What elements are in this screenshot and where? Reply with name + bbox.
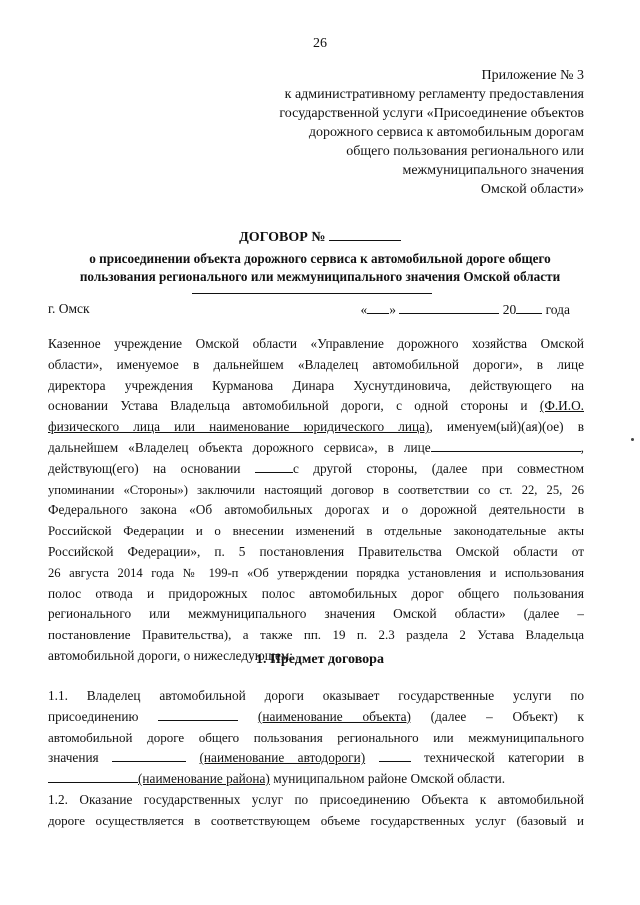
section1-paragraph-2: [48, 790, 584, 832]
contract-subtitle: [40, 250, 600, 286]
date-quote-close: »: [389, 302, 396, 317]
contract-title-text: ДОГОВОР №: [239, 230, 326, 245]
intro-line: дальнейшем «Владелец объекта дорожного сервиса», в лице ,: [48, 439, 584, 455]
clause-text: технической категории в: [423, 750, 584, 766]
intro-line: упоминании «Стороны») заключили настоящий договор в соответствии со ст. 22, 25, 26: [48, 482, 584, 497]
clause-text: присоединению: [48, 708, 139, 724]
subtitle-line: о присоединении объекта дорожного сервиса к автомобильной дороге общего: [89, 251, 551, 266]
clause-text: (далее – Объект) к: [430, 708, 584, 724]
appendix-line: государственной услуги «Присоединение объектов: [279, 106, 584, 121]
fio-open: (Ф.И.О.: [539, 398, 584, 414]
intro-line: автомобильной дороги, о нижеследующем:: [48, 647, 293, 663]
intro-line: постановление Правительства), а также пп. 19 п. 2.3 раздела 2 Устава Владельца: [48, 627, 584, 643]
road-blank: [112, 750, 186, 762]
year-blank: [516, 301, 542, 314]
intro-line: [48, 396, 584, 417]
contract-title: [0, 228, 640, 246]
clause-line: автомобильной дороге общего пользования регионального или межмуниципального: [48, 729, 584, 745]
intro-line: регионального или межмуниципального значения Омской области» (далее –: [48, 606, 584, 622]
year-prefix: 20: [502, 302, 517, 317]
page-number: 26: [313, 36, 327, 51]
intro-line: Федерального закона «Об автомобильных дорогах и о дорожной деятельности в: [48, 502, 584, 518]
intro-paragraph: [48, 334, 584, 667]
intro-line: Казенное учреждение Омской области «Управление дорожного хозяйства Омской: [48, 336, 584, 351]
clause-text: значения: [48, 750, 99, 766]
appendix-line: дорожного сервиса к автомобильным дорогам: [308, 125, 584, 140]
month-blank: [399, 301, 499, 314]
district-blank: [48, 771, 138, 783]
contract-date: [360, 301, 570, 318]
clause-line: дороге осуществляется в соответствующем объеме государственных услуг (базовый и: [48, 812, 584, 828]
clause-line: [48, 748, 584, 769]
appendix-line: Приложение № 3: [481, 68, 584, 83]
clause-text: муниципальном районе Омской области.: [273, 771, 506, 787]
appendix-header: [279, 66, 584, 199]
object-blank: [158, 709, 238, 721]
scan-speck: [631, 438, 634, 441]
fio-underlined: физического лица или наименование юридического лица): [48, 419, 430, 435]
contract-number-blank: [329, 228, 401, 241]
intro-line: полос отвода и придорожных полос автомобильных дорог общего пользования: [48, 585, 584, 601]
intro-line: 26 августа 2014 года № 199-п «Об утверждении порядка установления и использования: [48, 565, 584, 580]
intro-line-text: основании Устава Владельца автомобильной дороги, с одной стороны и: [48, 398, 528, 414]
intro-line: Российской Федерации», п. 5 постановления Правительства Омской области от: [48, 543, 584, 559]
appendix-line: общего пользования регионального или: [346, 144, 584, 159]
other-side-text: с другой стороны, (далее при совместном: [292, 460, 584, 476]
day-blank: [367, 301, 389, 314]
appendix-line: к административному регламенту предоставления: [284, 87, 584, 102]
section1-paragraph-1: [48, 686, 584, 790]
clause-line: [48, 707, 584, 728]
section-heading: 1. Предмет договора: [256, 652, 384, 667]
clause-line: 1.2. Оказание государственных услуг по присоединению Объекта к автомобильной: [48, 792, 584, 807]
appendix-line: межмуниципального значения: [402, 163, 584, 178]
intro-line: директора учреждения Курманова Динара Хуснутдиновича, действующего на: [48, 377, 584, 393]
clause-line: [48, 769, 584, 790]
subtitle-line: пользования регионального или межмуниципального значения Омской области: [79, 269, 561, 284]
intro-line: области», именуемое в дальнейшем «Владелец автомобильной дороги», в лице: [48, 356, 584, 372]
fio-rest: , именуем(ый)(ая)(ое) в: [429, 419, 584, 435]
object-name-placeholder: (наименование объекта): [257, 708, 411, 724]
intro-line: Российской Федерации и о внесении изменений в отдельные законодательные акты: [48, 524, 584, 539]
road-name-placeholder: (наименование автодороги): [199, 750, 366, 766]
appendix-line: Омской области»: [480, 182, 584, 197]
intro-line: [48, 459, 584, 480]
city: г. Омск: [48, 301, 90, 316]
clause-line: 1.1. Владелец автомобильной дороги оказывает государственные услуги по: [48, 688, 584, 703]
representative-blank: [431, 440, 581, 452]
district-name-placeholder: (наименование района): [138, 771, 270, 787]
basis-blank: [255, 461, 293, 473]
intro-line: [48, 417, 584, 438]
year-suffix: года: [545, 302, 570, 317]
intro-line-text: дальнейшем «Владелец объекта дорожного сервиса», в лице: [48, 439, 431, 455]
signature-line: [192, 293, 432, 294]
intro-line-text: действующ(его) на основании: [48, 460, 241, 476]
category-blank: [379, 750, 411, 762]
date-quote-open: «: [360, 302, 368, 317]
